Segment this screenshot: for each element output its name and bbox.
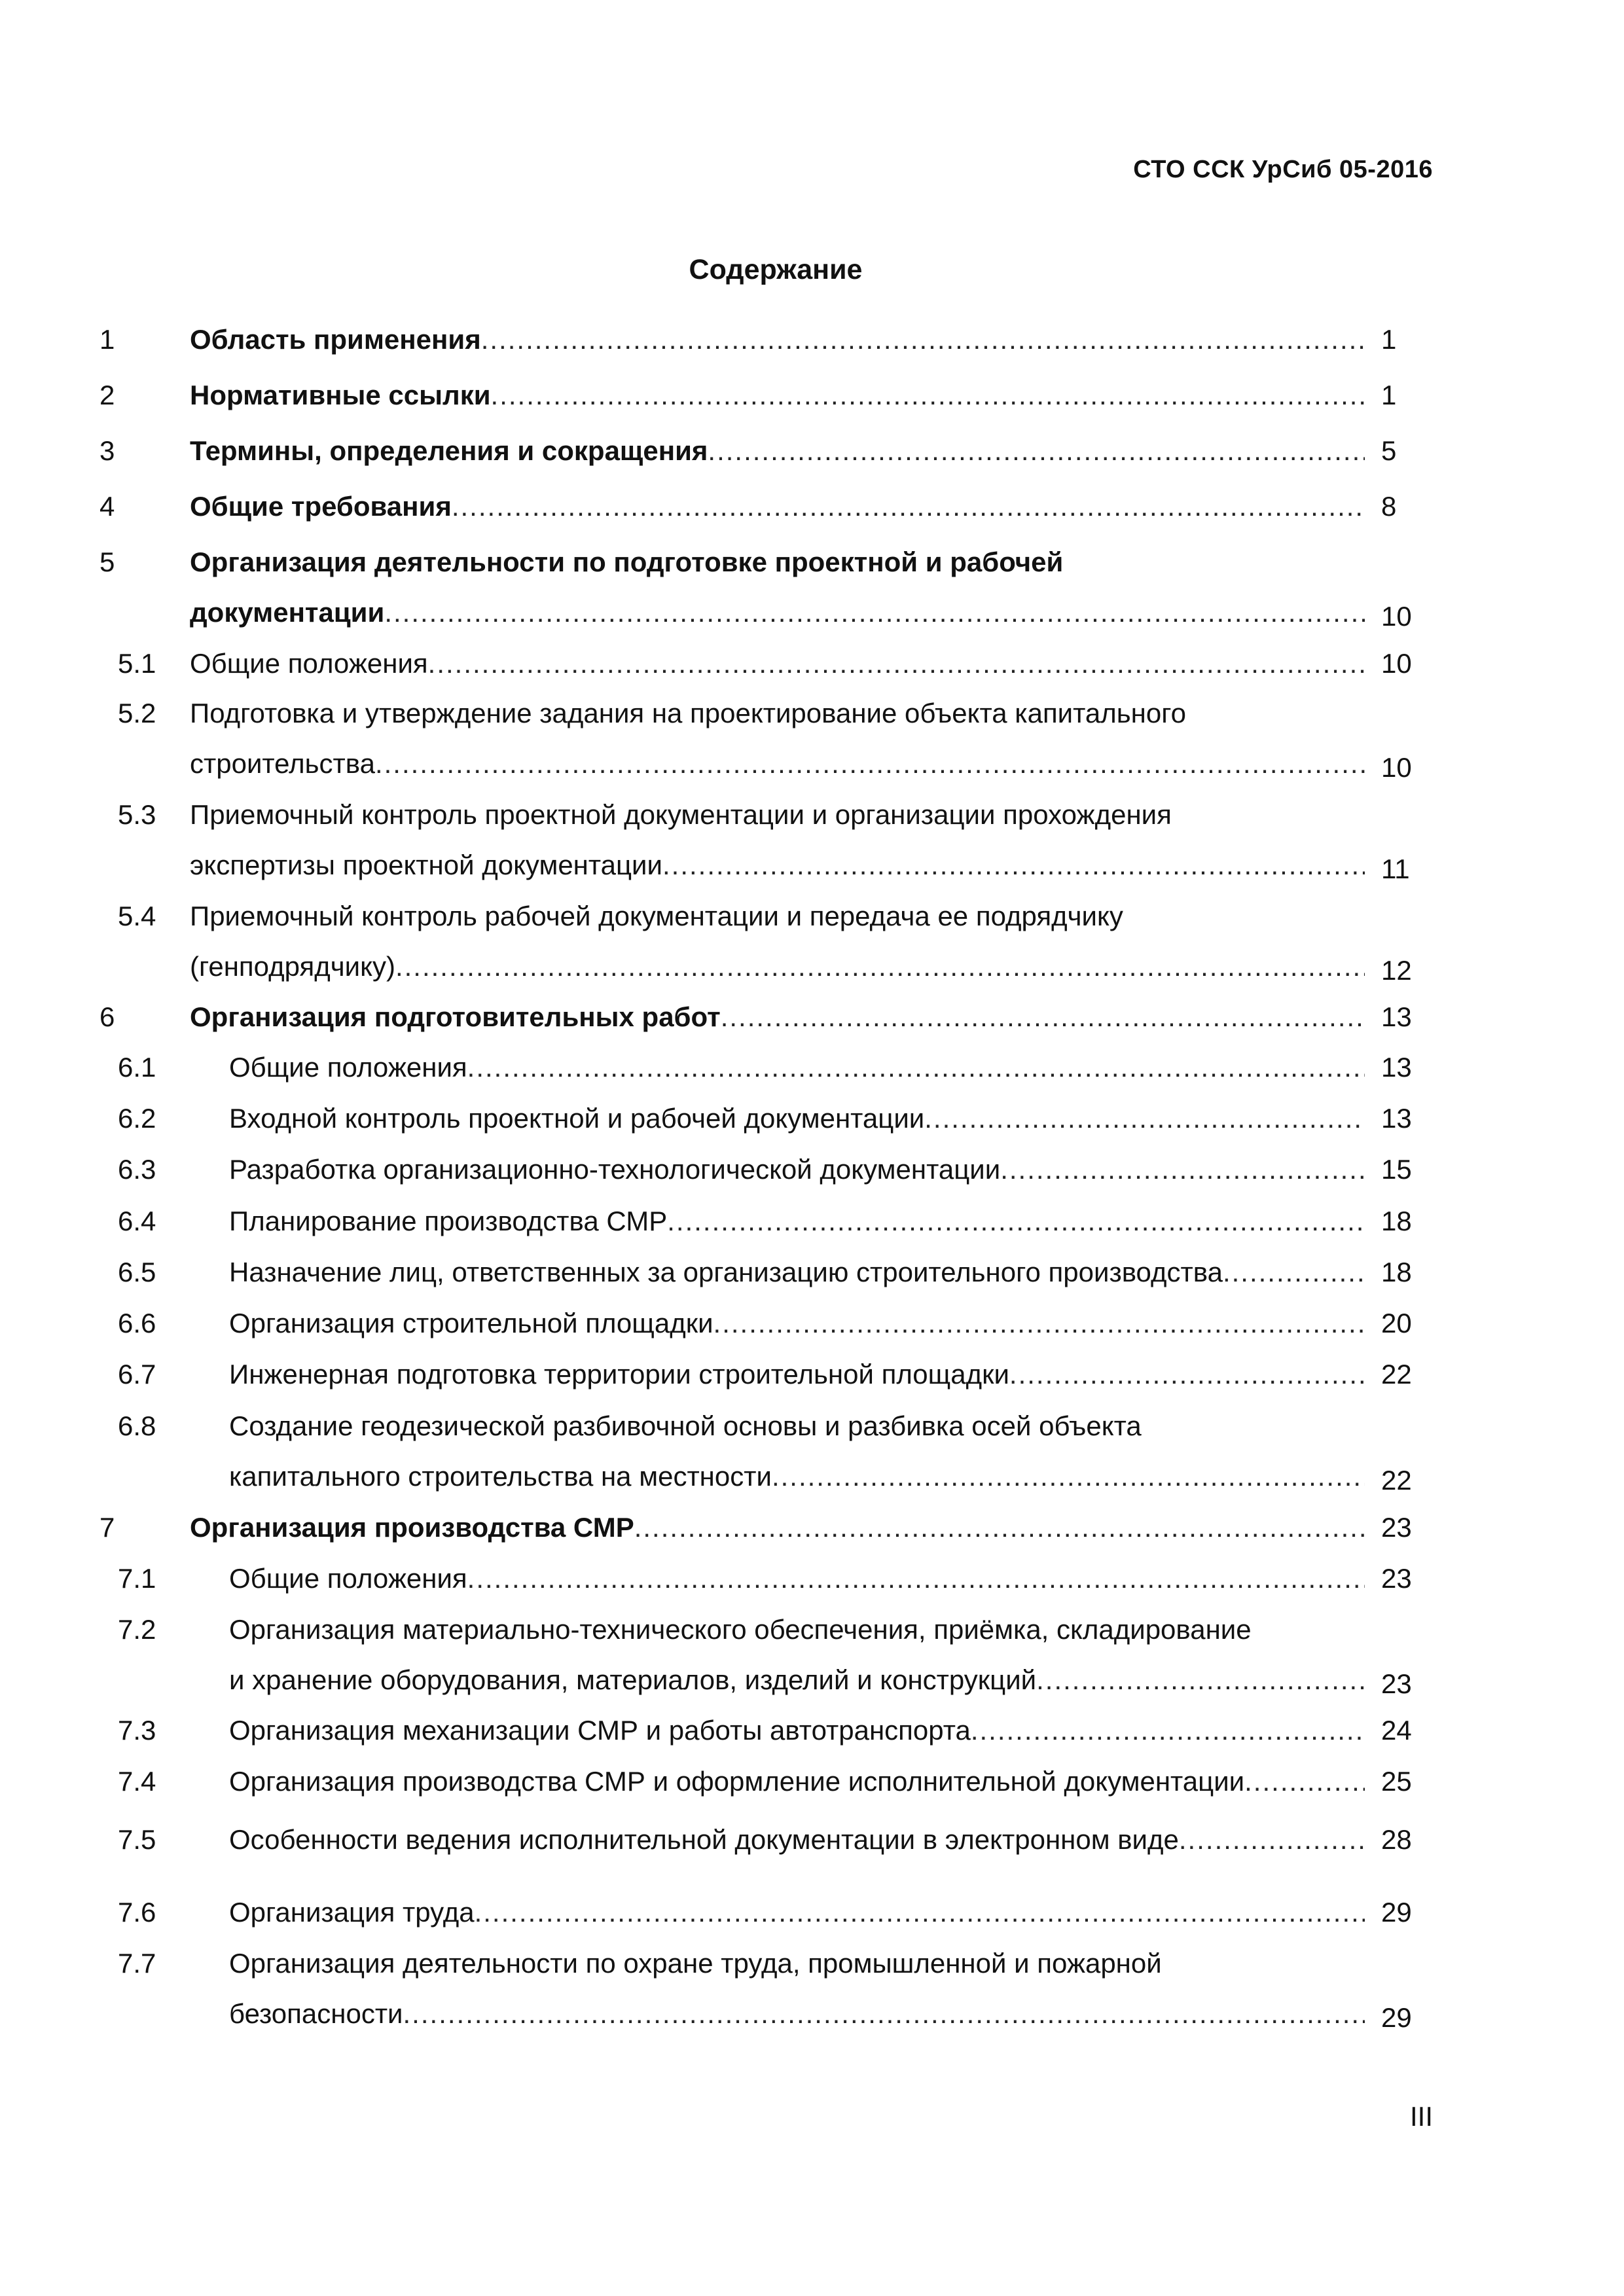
- toc-entry-leader-row: [190, 1001, 1365, 1033]
- toc-entry-leader-row: [229, 1103, 1365, 1134]
- toc-entry-number: 7.4: [118, 1766, 156, 1797]
- toc-entry-number: 5.2: [118, 698, 156, 728]
- toc-entry-number: 7.3: [118, 1715, 156, 1746]
- toc-entry-title: Общие требования: [190, 491, 452, 522]
- toc-entry-title: Приемочный контроль рабочей документации и передача ее подрядчику: [190, 901, 1123, 931]
- toc-entry-number: 6.4: [118, 1206, 156, 1236]
- toc-entry-number: 4: [99, 491, 115, 522]
- toc-entry-title: Приемочный контроль проектной документации и организации прохождения: [190, 799, 1172, 830]
- toc-entry-title: Назначение лиц, ответственных за организацию строительного производства: [229, 1257, 1223, 1287]
- toc-entry-leader-row: [190, 324, 1365, 355]
- toc-entry-leader-row: [229, 1766, 1365, 1797]
- dot-leader: [1244, 1766, 1365, 1797]
- toc-entry-page: 29: [1381, 2002, 1412, 2033]
- dot-leader: [403, 1998, 1365, 2030]
- toc-entry-page: 18: [1381, 1257, 1412, 1287]
- toc-entry-title: Организация деятельности по подготовке проектной и рабочей: [190, 547, 1064, 577]
- toc-entry-page: 13: [1381, 1103, 1412, 1134]
- toc-entry-title: Входной контроль проектной и рабочей документации: [229, 1103, 925, 1134]
- toc-entry-number: 7.1: [118, 1563, 156, 1594]
- toc-entry-number: 7: [99, 1512, 115, 1543]
- toc-entry-page: 10: [1381, 752, 1412, 783]
- toc-entry-title: Общие положения: [229, 1052, 467, 1083]
- toc-entry-number: 1: [99, 324, 115, 355]
- toc-entry-leader-row: [229, 1897, 1365, 1928]
- toc-entry-title: (генподрядчику): [190, 951, 395, 982]
- toc-entry-leader-row: [190, 491, 1365, 522]
- toc-entry-leader-row: [229, 1206, 1365, 1237]
- dot-leader: [395, 951, 1365, 982]
- toc-entry-leader-row: [229, 1715, 1365, 1746]
- toc-entry-page: 25: [1381, 1766, 1412, 1797]
- toc-entry-leader-row: [190, 648, 1365, 679]
- toc-entry-page: 11: [1381, 853, 1410, 884]
- toc-entry-leader-row: [229, 1824, 1365, 1856]
- dot-leader: [1009, 1359, 1365, 1390]
- toc-entry-title: Организация производства СМР и оформление исполнительной документации: [229, 1766, 1245, 1797]
- toc-entry-leader-row: [190, 850, 1365, 881]
- dot-leader: [1179, 1824, 1365, 1856]
- toc-entry-page: 22: [1381, 1465, 1412, 1496]
- toc-entry-page: 12: [1381, 955, 1412, 986]
- toc-entry-number: 3: [99, 435, 115, 466]
- toc-entry-title: Термины, определения и сокращения: [190, 435, 708, 466]
- toc-entry-title: Организация подготовительных работ: [190, 1001, 721, 1032]
- toc-entry-title: и хранение оборудования, материалов, изделий и конструкций: [229, 1664, 1037, 1695]
- toc-entry-page: 8: [1381, 491, 1397, 522]
- toc-entry-leader-row: [229, 1154, 1365, 1185]
- toc-entry-page: 23: [1381, 1668, 1412, 1699]
- toc-entry-title: Разработка организационно-технологической документации: [229, 1154, 1001, 1185]
- dot-leader: [924, 1103, 1365, 1134]
- dot-leader: [667, 1206, 1365, 1237]
- toc-entry-page: 23: [1381, 1512, 1412, 1543]
- dot-leader: [721, 1001, 1365, 1033]
- toc-entry-page: 24: [1381, 1715, 1412, 1746]
- dot-leader: [428, 648, 1365, 679]
- toc-entry-title: экспертизы проектной документации: [190, 850, 662, 880]
- dot-leader: [467, 1563, 1365, 1594]
- toc-entry-title: Общие положения: [190, 648, 428, 679]
- toc-entry-leader-row: [229, 1257, 1365, 1288]
- dot-leader: [384, 597, 1365, 628]
- toc-entry-number: 5: [99, 547, 115, 577]
- dot-leader: [1036, 1664, 1365, 1696]
- document-code: СТО ССК УрСиб 05-2016: [1133, 156, 1433, 183]
- toc-entry-title: Организация труда: [229, 1897, 475, 1928]
- toc-entry-number: 6: [99, 1001, 115, 1032]
- toc-entry-leader-row: [190, 748, 1365, 780]
- toc-entry-title: Инженерная подготовка территории строительной площадки: [229, 1359, 1009, 1390]
- toc-entry-title: Особенности ведения исполнительной документации в электронном виде: [229, 1824, 1179, 1855]
- toc-entry-number: 5.3: [118, 799, 156, 830]
- dot-leader: [708, 435, 1365, 467]
- dot-leader: [1000, 1154, 1365, 1185]
- toc-entry-page: 23: [1381, 1563, 1412, 1594]
- toc-entry-number: 6.1: [118, 1052, 156, 1083]
- toc-entry-page: 18: [1381, 1206, 1412, 1236]
- toc-entry-number: 5.1: [118, 648, 156, 679]
- toc-entry-title: Планирование производства СМР: [229, 1206, 668, 1236]
- toc-entry-leader-row: [229, 1998, 1365, 2030]
- toc-entry-leader-row: [229, 1563, 1365, 1594]
- dot-leader: [467, 1052, 1365, 1083]
- toc-entry-title: Нормативные ссылки: [190, 380, 491, 410]
- toc-entry-page: 5: [1381, 435, 1397, 466]
- toc-entry-number: 7.6: [118, 1897, 156, 1928]
- toc-entry-number: 7.7: [118, 1948, 156, 1979]
- toc-entry-title: строительства: [190, 748, 375, 779]
- dot-leader: [662, 850, 1365, 881]
- dot-leader: [452, 491, 1365, 522]
- toc-entry-title: Организация материально-технического обеспечения, приёмка, складирование: [229, 1614, 1252, 1645]
- dot-leader: [713, 1308, 1365, 1339]
- toc-entry-title: Организация механизации СМР и работы автотранспорта: [229, 1715, 971, 1746]
- toc-entry-number: 5.4: [118, 901, 156, 931]
- toc-entry-page: 20: [1381, 1308, 1412, 1338]
- dot-leader: [971, 1715, 1365, 1746]
- toc-entry-leader-row: [190, 380, 1365, 411]
- toc-entry-leader-row: [190, 951, 1365, 982]
- page-number-roman: III: [1409, 2101, 1433, 2132]
- toc-entry-page: 1: [1381, 324, 1397, 355]
- dot-leader: [481, 324, 1365, 355]
- toc-entry-number: 7.5: [118, 1824, 156, 1855]
- toc-entry-number: 6.8: [118, 1410, 156, 1441]
- toc-entry-number: 6.5: [118, 1257, 156, 1287]
- toc-entry-page: 1: [1381, 380, 1397, 410]
- toc-title: Содержание: [689, 254, 863, 285]
- toc-entry-title: Организация строительной площадки: [229, 1308, 713, 1338]
- toc-entry-page: 15: [1381, 1154, 1412, 1185]
- toc-entry-page: 10: [1381, 601, 1412, 632]
- toc-entry-page: 22: [1381, 1359, 1412, 1390]
- toc-entry-leader-row: [229, 1308, 1365, 1339]
- toc-entry-title: Область применения: [190, 324, 481, 355]
- toc-entry-leader-row: [229, 1052, 1365, 1083]
- toc-entry-page: 13: [1381, 1001, 1412, 1032]
- toc-entry-leader-row: [190, 597, 1365, 628]
- toc-entry-title: Создание геодезической разбивочной основы и разбивка осей объекта: [229, 1410, 1142, 1441]
- dot-leader: [634, 1512, 1365, 1543]
- toc-entry-number: 6.6: [118, 1308, 156, 1338]
- dot-leader: [772, 1461, 1365, 1492]
- dot-leader: [491, 380, 1365, 411]
- toc-entry-number: 7.2: [118, 1614, 156, 1645]
- toc-entry-page: 10: [1381, 648, 1412, 679]
- toc-entry-title: безопасности: [229, 1998, 403, 2029]
- dot-leader: [1223, 1257, 1365, 1288]
- toc-entry-number: 6.3: [118, 1154, 156, 1185]
- toc-entry-page: 28: [1381, 1824, 1412, 1855]
- dot-leader: [475, 1897, 1365, 1928]
- toc-entry-leader-row: [229, 1461, 1365, 1492]
- toc-entry-page: 29: [1381, 1897, 1412, 1928]
- toc-entry-leader-row: [229, 1664, 1365, 1696]
- toc-entry-title: Организация производства СМР: [190, 1512, 634, 1543]
- toc-entry-title: Подготовка и утверждение задания на проектирование объекта капитального: [190, 698, 1186, 728]
- toc-entry-title: капитального строительства на местности: [229, 1461, 772, 1492]
- toc-entry-number: 6.7: [118, 1359, 156, 1390]
- toc-entry-number: 6.2: [118, 1103, 156, 1134]
- toc-entry-leader-row: [190, 1512, 1365, 1543]
- toc-entry-leader-row: [229, 1359, 1365, 1390]
- toc-entry-leader-row: [190, 435, 1365, 467]
- toc-entry-number: 2: [99, 380, 115, 410]
- toc-entry-title: документации: [190, 597, 385, 628]
- dot-leader: [375, 748, 1365, 780]
- toc-entry-title: Организация деятельности по охране труда, промышленной и пожарной: [229, 1948, 1162, 1979]
- toc-entry-page: 13: [1381, 1052, 1412, 1083]
- toc-entry-title: Общие положения: [229, 1563, 467, 1594]
